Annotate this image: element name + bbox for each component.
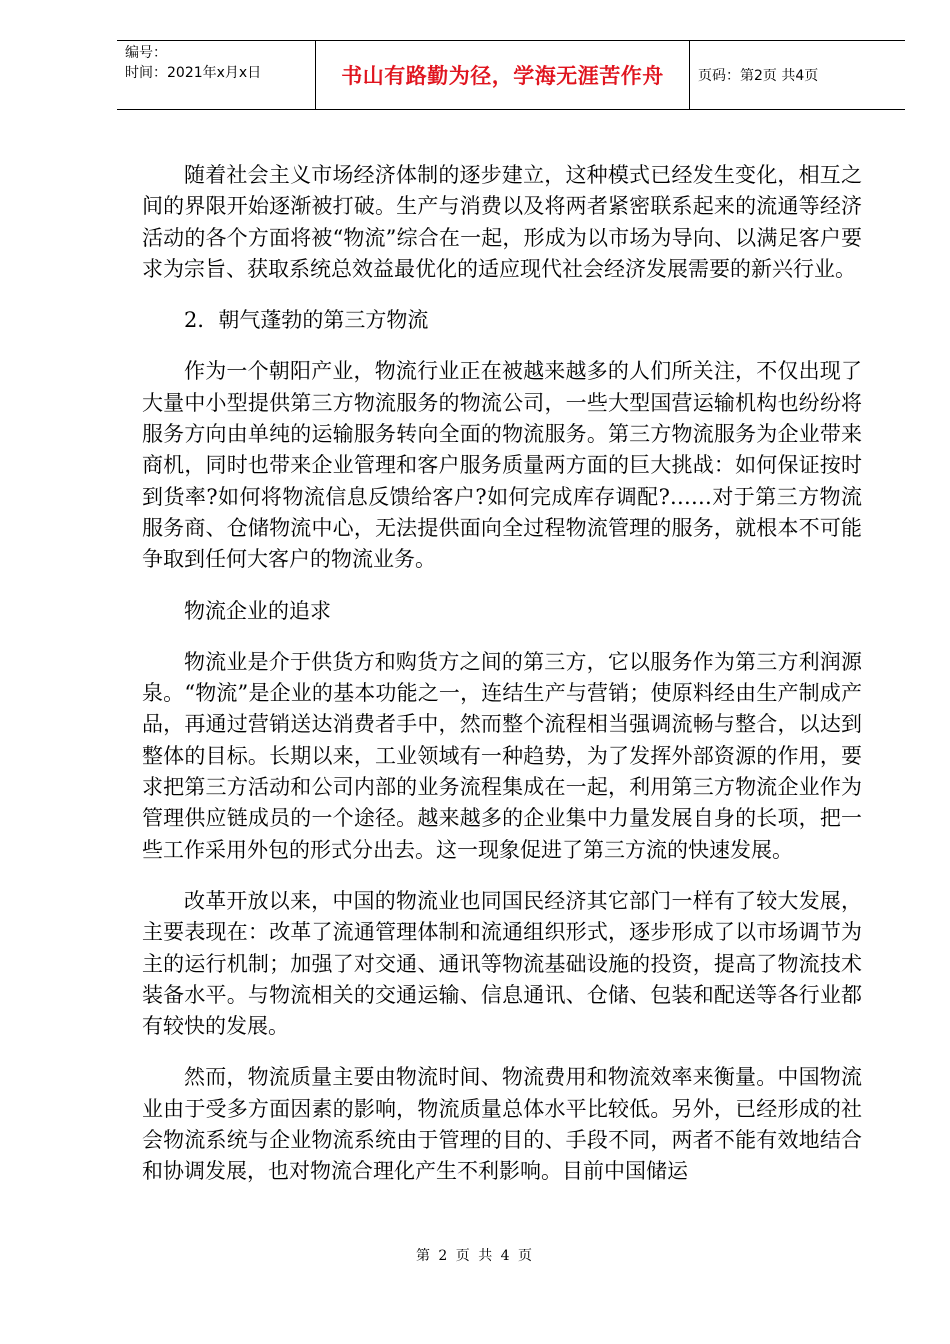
header-meta xyxy=(117,41,315,109)
section-heading: 2．朝气蓬勃的第三方物流 xyxy=(184,308,429,333)
motto-text: 书山有路勤为径，学海无涯苦作舟 xyxy=(341,64,664,88)
document-time-label: 时间：2021年x月x日 xyxy=(125,65,262,81)
paragraph: 改革开放以来，中国的物流业也同国民经济其它部门一样有了较大发展，主要表现在：改革了流通管理体制和流通组织形式，逐步形成了以市场调节为主的运行机制；加强了对交通、通讯等物流基础设施的投资，提高了物流技术装备水平。与物流相关的交通运输、信息通讯、仓储、包装和配送等各行业都有较快的发展。 xyxy=(142,888,862,1039)
header-motto xyxy=(315,41,690,109)
paragraph: 物流业是介于供货方和购货方之间的第三方，它以服务作为第三方利润源泉。“物流”是企业的基本功能之一，连结生产与营销；使原料经由生产制成产品，再通过营销送达消费者手中，然而整个流程相当强调流畅与整合，以达到整体的目标。长期以来，工业领域有一种趋势，为了发挥外部资源的作用，要求把第三方活动和公司内部的业务流程集成在一起，利用第三方物流企业作为管理供应链成员的一个途径。越来越多的企业集中力量发展自身的长项，把一些工作采用外包的形式分出去。这一现象促进了第三方流的快速发展。 xyxy=(142,649,862,862)
page-info-text: 页码：第2页 共4页 xyxy=(698,68,819,84)
section-heading: 物流企业的追求 xyxy=(184,598,331,623)
header-page-info xyxy=(690,41,905,109)
document-number-label: 编号： xyxy=(125,45,167,61)
paragraph: 随着社会主义市场经济体制的逐步建立，这种模式已经发生变化，相互之间的界限开始逐渐被打破。生产与消费以及将两者紧密联系起来的流通等经济活动的各个方面将被“物流”综合在一起，形成为以市场为导向、以满足客户要求为宗旨、获取系统总效益最优化的适应现代社会经济发展需要的新兴行业。 xyxy=(142,163,862,281)
page-footer xyxy=(0,1245,950,1265)
footer-page-number: 第 2 页 共 4 页 xyxy=(415,1248,535,1264)
page-header xyxy=(117,40,905,110)
paragraph: 作为一个朝阳产业，物流行业正在被越来越多的人们所关注，不仅出现了大量中小型提供第三方物流服务的物流公司，一些大型国营运输机构也纷纷将服务方向由单纯的运输服务转向全面的物流服务。第三方物流服务为企业带来商机，同时也带来企业管理和客户服务质量两方面的巨大挑战：如何保证按时到货率?如何将物流信息反馈给客户?如何完成库存调配?……对于第三方物流服务商、仓储物流中心，无法提供面向全过程物流管理的服务，就根本不可能争取到任何大客户的物流业务。 xyxy=(142,359,862,572)
paragraph: 然而，物流质量主要由物流时间、物流费用和物流效率来衡量。中国物流业由于受多方面因素的影响，物流质量总体水平比较低。另外，已经形成的社会物流系统与企业物流系统由于管理的目的、手段不同，两者不能有效地结合和协调发展，也对物流合理化产生不利影响。目前中国储运 xyxy=(142,1065,862,1184)
document-body xyxy=(142,160,862,1188)
